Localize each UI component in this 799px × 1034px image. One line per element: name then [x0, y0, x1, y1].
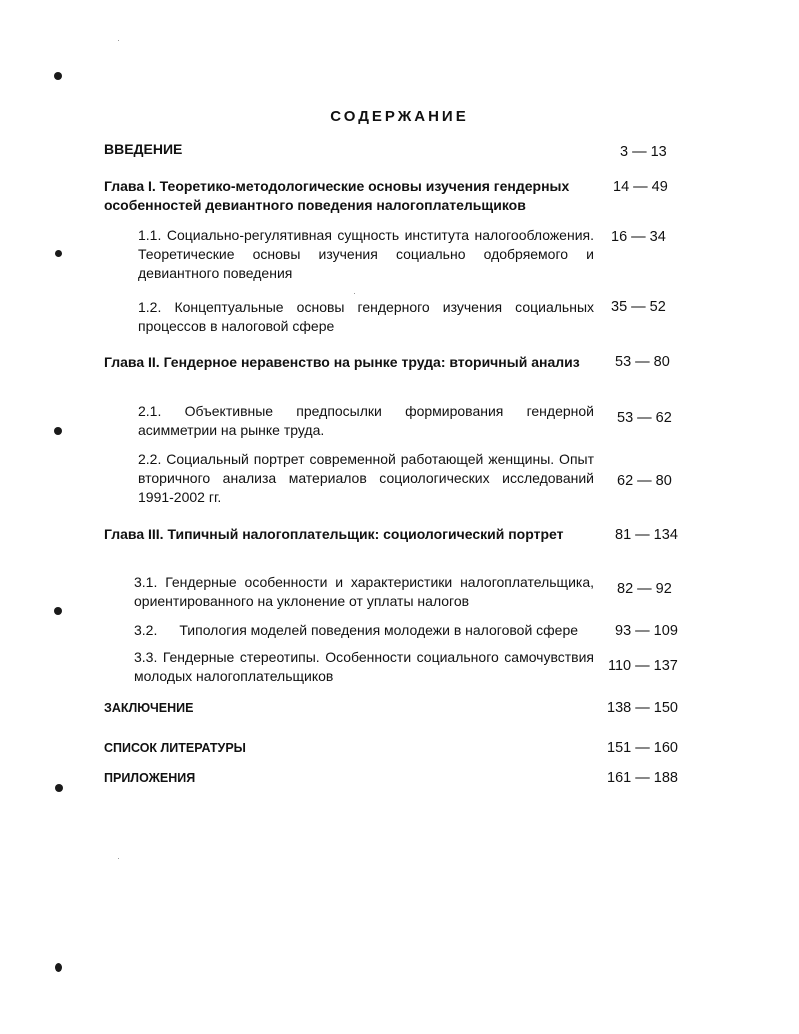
- scan-speck: [118, 40, 119, 41]
- toc-entry-pages: 53 — 80: [615, 354, 670, 370]
- toc-entry-number: 2.1.: [138, 403, 162, 419]
- scan-speck: [354, 293, 355, 294]
- toc-entry-label: 2.1. Объективные предпосылки формирования гендерной асимметрии на рынке труда.: [138, 403, 594, 438]
- binding-hole-mark: [55, 784, 63, 792]
- toc-entry-label: 1.2. Концептуальные основы гендерного изучения социальных процессов в налоговой сфере: [138, 299, 595, 334]
- toc-entry-introduction: [104, 140, 594, 159]
- binding-hole-mark: [54, 72, 62, 80]
- toc-entry-label: 3.1. Гендерные особенности и характеристики налогоплательщика, ориентированного на уклонение от уплаты налогов: [134, 574, 595, 609]
- toc-entry-number: 1.1.: [138, 227, 162, 243]
- toc-entry-pages: 3 — 13: [620, 144, 667, 160]
- toc-entry-label: ЗАКЛЮЧЕНИЕ: [104, 701, 194, 715]
- binding-hole-mark: [54, 427, 62, 435]
- binding-hole-mark: [55, 963, 62, 972]
- toc-entry-pages: 93 — 109: [615, 623, 678, 639]
- toc-entry-pages: 14 — 49: [613, 179, 668, 195]
- toc-entry-number: 3.1.: [134, 574, 158, 590]
- toc-entry-pages: 16 — 34: [611, 229, 666, 245]
- toc-entry-chapter-3: [104, 525, 604, 544]
- toc-entry-label: СПИСОК ЛИТЕРАТУРЫ: [104, 741, 246, 755]
- toc-entry-references: [104, 739, 404, 758]
- toc-entry-pages: 110 — 137: [608, 658, 678, 674]
- toc-entry-label: 3.2. Типология моделей поведения молодежи в налоговой сфере: [134, 622, 579, 638]
- toc-entry-section-3-3: [134, 648, 594, 686]
- toc-entry-pages: 82 — 92: [617, 581, 672, 597]
- toc-entry-section-1-1: [138, 226, 594, 283]
- toc-entry-pages: 151 — 160: [607, 740, 678, 756]
- toc-entry-chapter-1: [104, 177, 594, 215]
- toc-entry-pages: 81 — 134: [615, 527, 678, 543]
- toc-entry-pages: 35 — 52: [611, 299, 666, 315]
- binding-hole-mark: [55, 250, 62, 257]
- toc-entry-pages: 53 — 62: [617, 410, 672, 426]
- toc-entry-number: 1.2.: [138, 299, 162, 315]
- toc-entry-number: 2.2.: [138, 451, 162, 467]
- toc-entry-section-2-2: [138, 450, 594, 507]
- toc-entry-number: 3.3.: [134, 649, 158, 665]
- toc-entry-conclusion: [104, 699, 404, 718]
- toc-entry-pages: 138 — 150: [607, 700, 678, 716]
- toc-entry-appendices: [104, 769, 404, 788]
- toc-entry-pages: 161 — 188: [607, 770, 678, 786]
- toc-entry-pages: 62 — 80: [617, 473, 672, 489]
- toc-entry-section-1-2: [138, 298, 594, 336]
- toc-entry-label: 2.2. Социальный портрет современной работающей женщины. Опыт вторичного анализа материалов социологических исследований 1991-2002 гг.: [138, 451, 595, 505]
- page-title: СОДЕРЖАНИЕ: [330, 108, 469, 125]
- toc-entry-section-3-1: [134, 573, 594, 611]
- toc-entry-label: 1.1. Социально-регулятивная сущность института налогообложения. Теоретические основы изучения социально одобряемого и девиантного поведения: [138, 227, 594, 281]
- toc-entry-label: Глава II. Гендерное неравенство на рынке труда: вторичный анализ: [104, 354, 580, 370]
- toc-entry-label: Глава I. Теоретико-методологические основы изучения гендерных особенностей девиантного поведения налогоплательщиков: [104, 178, 570, 213]
- toc-entry-number: 3.2.: [134, 622, 158, 638]
- toc-entry-section-2-1: [138, 402, 594, 440]
- toc-entry-label: Глава III. Типичный налогоплательщик: социологический портрет: [104, 526, 564, 542]
- toc-entry-section-3-2: [134, 621, 604, 640]
- scan-speck: [118, 858, 119, 859]
- toc-entry-label: 3.3. Гендерные стереотипы. Особенности социального самочувствия молодых налогоплательщиков: [134, 649, 594, 684]
- toc-entry-label: ВВЕДЕНИЕ: [104, 141, 183, 157]
- toc-entry-chapter-2: [104, 353, 594, 372]
- binding-hole-mark: [54, 607, 62, 615]
- toc-entry-label: ПРИЛОЖЕНИЯ: [104, 771, 196, 785]
